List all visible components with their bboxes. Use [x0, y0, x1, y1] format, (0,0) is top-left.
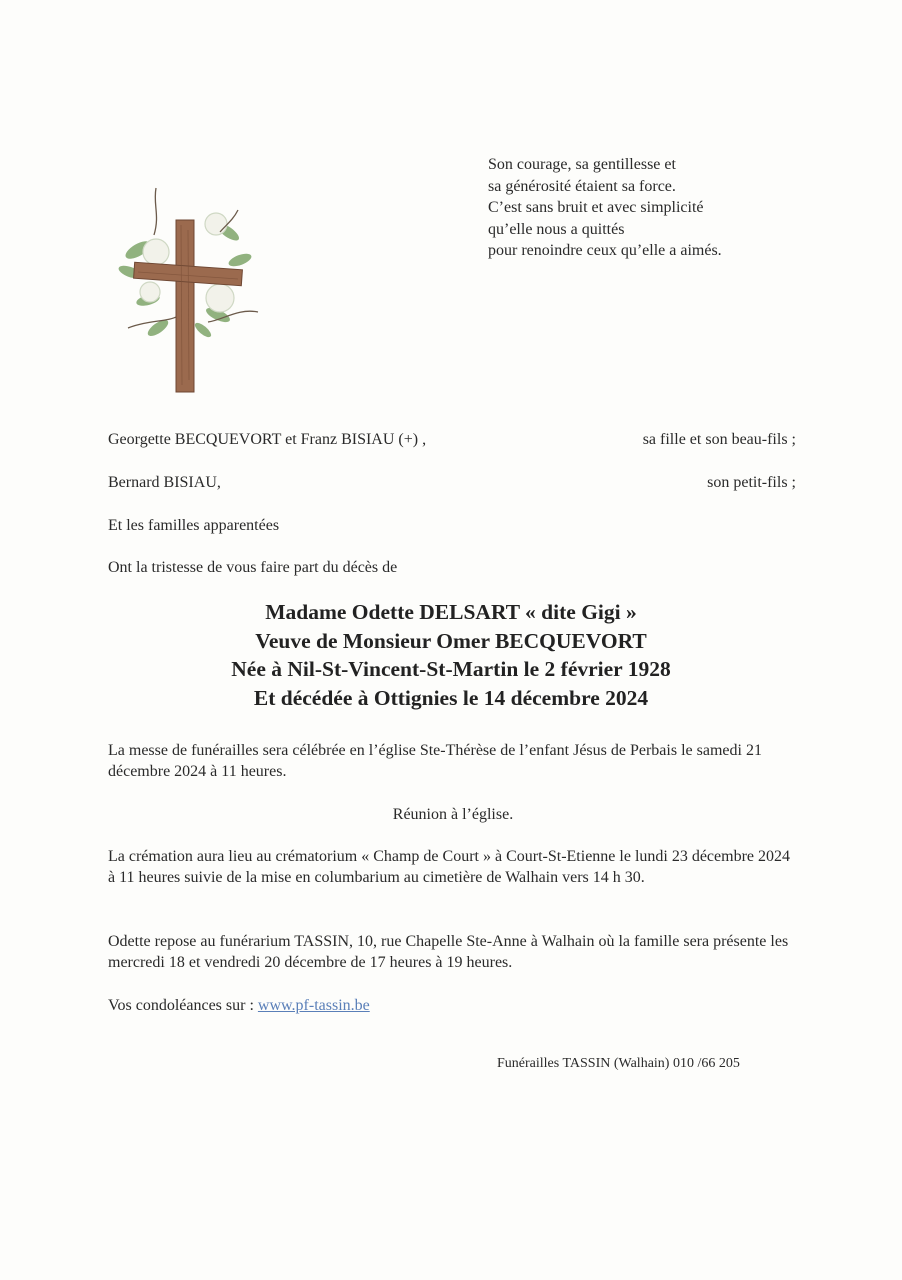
cross-icon	[108, 180, 268, 400]
family-name: Georgette BECQUEVORT et Franz BISIAU (+) ,	[108, 431, 427, 448]
mass-paragraph: La messe de funérailles sera célébrée en l’église Ste-Thérèse de l’enfant Jésus de Perbais le samedi 21 décembre 2024 à 11 heures.	[108, 742, 762, 780]
poem-line: Son courage, sa gentillesse et	[488, 156, 676, 173]
announcement-text: Ont la tristesse de vous faire part du décès de	[108, 559, 398, 576]
poem	[488, 154, 722, 262]
poem-line: sa générosité étaient sa force.	[488, 177, 676, 195]
poem-line: pour renoindre ceux qu’elle a aimés.	[488, 242, 722, 259]
poem-line: qu’elle nous a quittés	[488, 220, 625, 238]
relatives-text: Et les familles apparentées	[108, 517, 280, 534]
condolences-line	[108, 995, 798, 1016]
deceased-name: Madame Odette DELSART « dite Gigi »	[265, 600, 637, 624]
family-relation: son petit-fils ;	[707, 474, 796, 491]
deceased-birth: Née à Nil-St-Vincent-St-Martin le 2 février 1928	[231, 657, 671, 681]
deceased-block	[100, 598, 802, 712]
condolences-link[interactable]: www.pf-tassin.be	[257, 997, 370, 1014]
reunion-text: Réunion à l’église.	[392, 806, 514, 823]
condolences-label: Vos condoléances sur :	[108, 997, 254, 1014]
poem-line: C’est sans bruit et avec simplicité	[488, 199, 704, 216]
family-name: Bernard BISIAU,	[108, 474, 221, 491]
footer-text: Funérailles TASSIN (Walhain) 010 /66 205	[497, 1056, 740, 1071]
cross-illustration	[108, 180, 268, 400]
deceased-death: Et décédée à Ottignies le 14 décembre 2024	[253, 685, 649, 710]
cremation-paragraph: La crémation aura lieu au crématorium « Champ de Court » à Court-St-Etienne le lundi 23 décembre 2024 à 11 heures suivie de la mise en columbarium au cimetière de Walhain vers 14 h 30.	[108, 848, 791, 886]
family-relation: sa fille et son beau-fils ;	[642, 431, 796, 448]
deceased-widow: Veuve de Monsieur Omer BECQUEVORT	[255, 628, 647, 653]
repose-paragraph: Odette repose au funérarium TASSIN, 10, rue Chapelle Ste-Anne à Walhain où la famille sera présente les mercredi 18 et vendredi 20 décembre de 17 heures à 19 heures.	[108, 933, 789, 971]
